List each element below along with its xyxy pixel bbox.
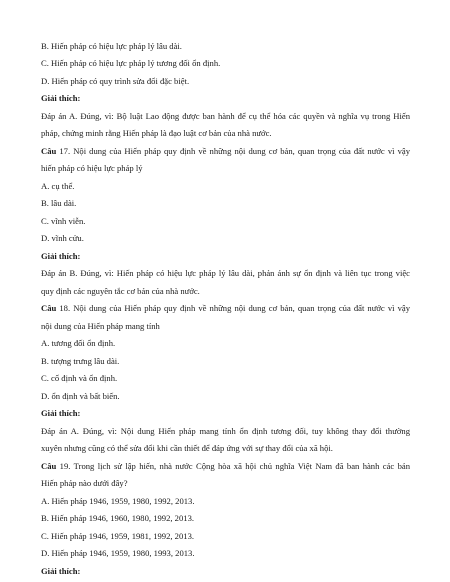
q18-solution-line-1: Đáp án A. Đúng, vì: Nội dung Hiến pháp mang tính ổn định tương đối, tuy không thay đổi thường (41, 426, 410, 436)
q16-option-d: D. Hiến pháp có quy trình sửa đổi đặc biệt. (41, 76, 190, 86)
q16-solution-line-2: pháp, chứng minh rằng Hiến pháp là đạo luật cơ bản của nhà nước. (41, 128, 272, 138)
q17-option-d: D. vĩnh cửu. (41, 233, 84, 243)
q16-option-b: B. Hiến pháp có hiệu lực pháp lý lâu dài. (41, 41, 182, 51)
q18-text: 18. Nội dung của Hiến pháp quy định về những nội dung cơ bản, quan trọng của đất nước vì vậy (56, 303, 410, 313)
q16-option-c: C. Hiến pháp có hiệu lực pháp lý tương đối ổn định. (41, 58, 221, 68)
q18-option-b: B. tượng trưng lâu dài. (41, 356, 120, 366)
q17-option-b: B. lâu dài. (41, 198, 77, 208)
q16-solution-label: Giải thích: (41, 93, 81, 103)
q19-option-a: A. Hiến pháp 1946, 1959, 1980, 1992, 2013. (41, 496, 195, 506)
q17-solution-label: Giải thích: (41, 251, 81, 261)
q19-solution-label: Giải thích: (41, 566, 81, 576)
q19-question-line-1 (41, 461, 410, 472)
q18-option-c: C. cố định và ổn định. (41, 373, 118, 383)
q18-question-line-1 (41, 303, 410, 314)
q19-option-c: C. Hiến pháp 1946, 1959, 1981, 1992, 2013. (41, 531, 195, 541)
q17-solution-line-2: quy định các nguyên tắc cơ bản của nhà nước. (41, 286, 200, 296)
q19-option-d: D. Hiến pháp 1946, 1959, 1980, 1993, 2013. (41, 548, 195, 558)
q17-label: Câu (41, 146, 57, 156)
q19-question-line-2: Hiến pháp nào dưới đây? (41, 478, 128, 488)
q18-label: Câu (41, 303, 57, 313)
q17-question-line-1 (41, 146, 410, 157)
q18-option-d: D. ổn định và bất biến. (41, 391, 120, 401)
q19-text: 19. Trong lịch sử lập hiến, nhà nước Cộng hòa xã hội chủ nghĩa Việt Nam đã ban hành các bản (56, 461, 410, 471)
q17-text: 17. Nội dung của Hiến pháp quy định về những nội dung cơ bản, quan trọng của đất nước vì vậy (56, 146, 410, 156)
q18-solution-line-2: xuyên nhưng cũng có thể sửa đổi khi cần thiết để đáp ứng với sự thay đổi của xã hội. (41, 443, 333, 453)
q17-option-a: A. cụ thể. (41, 181, 75, 191)
q17-option-c: C. vĩnh viễn. (41, 216, 86, 226)
q18-question-line-2: nội dung của Hiến pháp mang tính (41, 321, 160, 331)
q19-option-b: B. Hiến pháp 1946, 1960, 1980, 1992, 2013. (41, 513, 195, 523)
q19-label: Câu (41, 461, 57, 471)
q17-question-line-2: hiến pháp có hiệu lực pháp lý (41, 163, 143, 173)
q18-solution-label: Giải thích: (41, 408, 81, 418)
q18-option-a: A. tương đối ổn định. (41, 338, 116, 348)
q16-solution-line-1: Đáp án A. Đúng, vì: Bộ luật Lao động được ban hành để cụ thể hóa các quyền và nghĩa vụ trong Hiến (41, 111, 410, 121)
q17-solution-line-1: Đáp án B. Đúng, vì: Hiến pháp có hiệu lực pháp lý lâu dài, phản ánh sự ổn định và liên tục trong việc (41, 268, 410, 278)
